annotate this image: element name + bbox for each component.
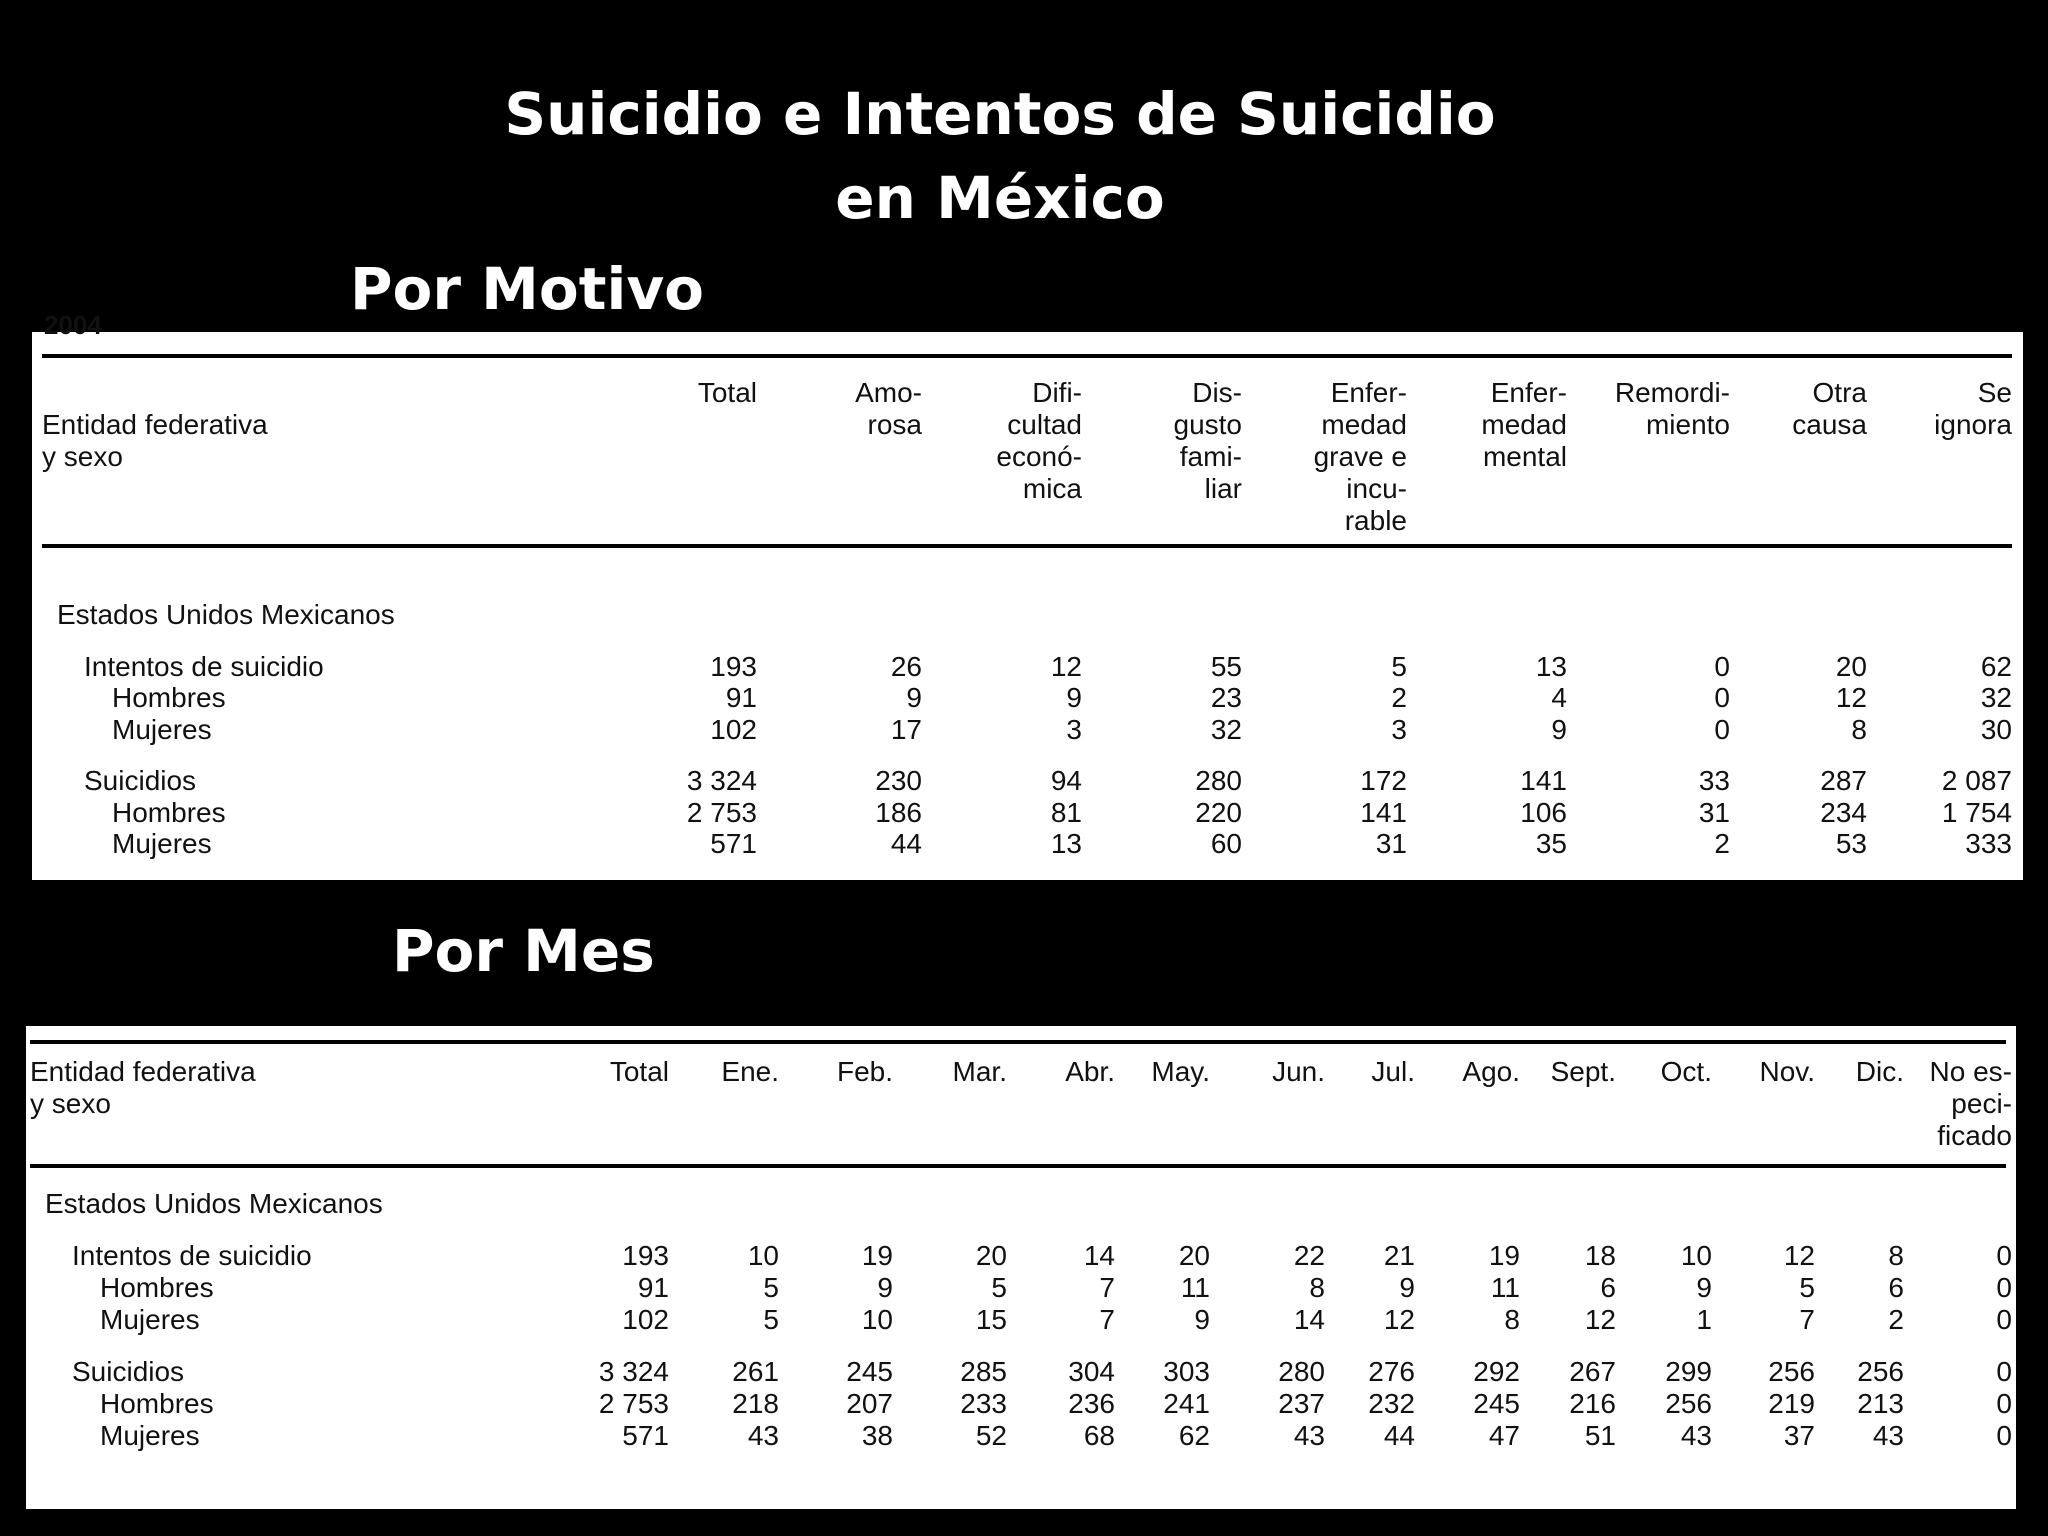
column-header-line: Total xyxy=(609,1056,669,1087)
table-cell: 256 xyxy=(1768,1356,1815,1387)
table-cell: 7 xyxy=(1099,1272,1115,1303)
table-cell: 2 xyxy=(1888,1304,1904,1335)
table-cell: 9 xyxy=(877,1272,893,1303)
table-cell: 20 xyxy=(1835,650,1867,682)
column-header xyxy=(1082,377,1242,579)
spacer-row xyxy=(42,745,2012,765)
table-cell: 20 xyxy=(975,1240,1007,1271)
table-cell: 51 xyxy=(1584,1420,1616,1451)
column-header-line: incu- xyxy=(1346,473,1407,504)
column-header-line: Sept. xyxy=(1550,1056,1616,1087)
table-cell: 23 xyxy=(1210,682,1242,713)
table-row xyxy=(42,651,2012,683)
table-cell: 218 xyxy=(732,1388,779,1419)
table-cell: 285 xyxy=(960,1356,1007,1387)
table-cell: 5 xyxy=(1799,1272,1815,1303)
table-cell: 141 xyxy=(1520,765,1567,796)
table-cell: 7 xyxy=(1099,1304,1115,1335)
column-header xyxy=(1904,1056,2012,1168)
table-cell: 236 xyxy=(1068,1388,1115,1419)
table-cell: 21 xyxy=(1383,1240,1415,1271)
table-cell: 11 xyxy=(1490,1272,1520,1303)
motivo-table-panel xyxy=(32,310,2023,880)
table-row xyxy=(42,797,2012,829)
column-header-line: Dis- xyxy=(1192,377,1242,408)
column-header xyxy=(1867,377,2012,579)
column-header-line: No es- xyxy=(1929,1056,2012,1087)
section-heading-mes: Por Mes xyxy=(392,917,655,985)
row-label: Hombres xyxy=(100,1272,214,1303)
column-header-line: medad xyxy=(1481,409,1567,440)
column-header xyxy=(922,377,1082,579)
row-label: Hombres xyxy=(112,796,226,828)
mes-table xyxy=(30,1056,2012,1452)
table-cell: 213 xyxy=(1857,1388,1904,1419)
column-header-line: y sexo xyxy=(42,441,123,472)
column-header-line: Entidad federativa xyxy=(42,409,268,440)
table-cell: 33 xyxy=(1698,765,1730,796)
cut-off-year-label: 2004 xyxy=(44,310,102,340)
table-row xyxy=(42,714,2012,746)
table-cell: 2 753 xyxy=(686,796,757,828)
column-header xyxy=(1712,1056,1815,1168)
table-row xyxy=(42,682,2012,714)
table-cell: 0 xyxy=(1996,1304,2012,1335)
column-header-line: Abr. xyxy=(1065,1056,1115,1087)
column-header xyxy=(1210,1056,1325,1168)
column-header xyxy=(1815,1056,1904,1168)
table-cell: 19 xyxy=(861,1240,893,1271)
table-cell: 5 xyxy=(1391,650,1407,682)
column-header-line: econó- xyxy=(996,441,1082,472)
column-header-line: Ene. xyxy=(721,1056,779,1087)
column-header xyxy=(575,1056,669,1168)
column-header-line: Amo- xyxy=(855,377,922,408)
column-header-line: Entidad federativa xyxy=(30,1056,256,1087)
column-header-line: Enfer- xyxy=(1330,377,1407,408)
row-label: Mujeres xyxy=(100,1420,200,1451)
table-cell: 43 xyxy=(1872,1420,1904,1451)
table-cell: 261 xyxy=(732,1356,779,1387)
table-cell: 10 xyxy=(861,1304,893,1335)
column-header-line: Mar. xyxy=(952,1056,1007,1087)
slide-title-line-2: en México xyxy=(835,164,1165,232)
table-cell: 216 xyxy=(1569,1388,1616,1419)
table-cell: 31 xyxy=(1375,828,1407,859)
table-cell: 91 xyxy=(637,1272,669,1303)
table-cell: 9 xyxy=(1194,1304,1210,1335)
table-cell: 280 xyxy=(1278,1356,1325,1387)
table-cell: 62 xyxy=(1980,650,2012,682)
table-cell: 10 xyxy=(1680,1240,1712,1271)
table-cell: 219 xyxy=(1768,1388,1815,1419)
table-cell: 8 xyxy=(1888,1240,1904,1271)
column-header xyxy=(1567,377,1730,579)
table-cell: 1 xyxy=(1696,1304,1712,1335)
spacer-cell xyxy=(30,1168,2012,1188)
table-cell: 2 087 xyxy=(1941,765,2012,796)
table-cell: 1 754 xyxy=(1941,796,2012,828)
table-cell: 17 xyxy=(890,713,922,745)
row-label: Mujeres xyxy=(112,713,212,745)
motivo-table xyxy=(42,377,2012,860)
table-cell: 32 xyxy=(1980,682,2012,713)
spacer-row xyxy=(30,1168,2012,1188)
table-cell: 2 xyxy=(1714,828,1730,859)
table-cell: 11 xyxy=(1180,1272,1210,1303)
table-cell: 186 xyxy=(875,796,922,828)
table-cell: 31 xyxy=(1698,796,1730,828)
column-header-line: gusto xyxy=(1173,409,1242,440)
motivo-table-header xyxy=(42,377,2012,579)
table-cell: 38 xyxy=(861,1420,893,1451)
column-header xyxy=(672,377,757,579)
column-header-line: grave e xyxy=(1313,441,1407,472)
column-header-line: peci- xyxy=(1951,1088,2012,1119)
top-rule xyxy=(30,1040,2006,1044)
column-header-line: rable xyxy=(1344,505,1407,536)
row-label: Mujeres xyxy=(100,1304,200,1335)
table-cell: 2 753 xyxy=(598,1388,669,1419)
table-cell: 267 xyxy=(1569,1356,1616,1387)
table-cell: 5 xyxy=(991,1272,1007,1303)
column-header-line: mental xyxy=(1482,441,1567,472)
column-header-line: Otra xyxy=(1812,377,1867,408)
table-cell: 8 xyxy=(1504,1304,1520,1335)
spacer-cell xyxy=(42,631,2012,651)
group-title: Estados Unidos Mexicanos xyxy=(57,599,395,630)
column-header xyxy=(669,1056,779,1168)
row-label: Mujeres xyxy=(112,828,212,859)
table-cell: 62 xyxy=(1178,1420,1210,1451)
table-cell: 207 xyxy=(846,1388,893,1419)
table-cell: 141 xyxy=(1360,796,1407,828)
mes-header-row xyxy=(30,1056,2012,1168)
table-cell: 571 xyxy=(710,828,757,859)
column-header-line: liar xyxy=(1204,473,1242,504)
table-cell: 0 xyxy=(1996,1356,2012,1387)
column-header xyxy=(1730,377,1867,579)
column-header-entity xyxy=(42,377,672,579)
spacer-cell xyxy=(42,579,2012,599)
table-cell: 241 xyxy=(1163,1388,1210,1419)
table-cell: 10 xyxy=(747,1240,779,1271)
row-label: Intentos de suicidio xyxy=(84,650,324,682)
table-row xyxy=(42,765,2012,797)
column-header-line: ignora xyxy=(1934,409,2012,440)
spacer-row xyxy=(30,1220,2012,1240)
table-cell: 91 xyxy=(725,682,757,713)
table-cell: 102 xyxy=(710,713,757,745)
column-header-line: medad xyxy=(1321,409,1407,440)
mes-table-body xyxy=(30,1168,2012,1452)
column-header-line: Dic. xyxy=(1855,1056,1904,1087)
table-cell: 106 xyxy=(1520,796,1567,828)
spacer-row xyxy=(42,579,2012,599)
column-header xyxy=(893,1056,1007,1168)
table-cell: 304 xyxy=(1068,1356,1115,1387)
column-header xyxy=(779,1056,893,1168)
table-cell: 220 xyxy=(1195,796,1242,828)
column-header xyxy=(1325,1056,1415,1168)
spacer-row xyxy=(30,1336,2012,1356)
mes-table-panel xyxy=(26,1026,2016,1509)
table-cell: 60 xyxy=(1210,828,1242,859)
column-header-line: May. xyxy=(1151,1056,1210,1087)
column-header xyxy=(1007,1056,1115,1168)
table-cell: 0 xyxy=(1714,682,1730,713)
table-cell: 256 xyxy=(1665,1388,1712,1419)
table-cell: 8 xyxy=(1851,713,1867,745)
table-cell: 193 xyxy=(710,650,757,682)
table-cell: 68 xyxy=(1083,1420,1115,1451)
table-cell: 0 xyxy=(1996,1388,2012,1419)
table-cell: 102 xyxy=(622,1304,669,1335)
table-row xyxy=(30,1240,2012,1272)
group-title: Estados Unidos Mexicanos xyxy=(45,1188,383,1219)
table-cell: 245 xyxy=(1473,1388,1520,1419)
table-cell: 5 xyxy=(763,1304,779,1335)
table-cell: 9 xyxy=(1066,682,1082,713)
table-cell: 12 xyxy=(1584,1304,1616,1335)
table-cell: 276 xyxy=(1368,1356,1415,1387)
mes-table-header xyxy=(30,1056,2012,1168)
column-header-line: ficado xyxy=(1937,1120,2012,1151)
table-cell: 6 xyxy=(1600,1272,1616,1303)
column-header xyxy=(1407,377,1567,579)
table-cell: 303 xyxy=(1163,1356,1210,1387)
spacer-cell xyxy=(30,1220,2012,1240)
table-cell: 7 xyxy=(1799,1304,1815,1335)
table-cell: 22 xyxy=(1293,1240,1325,1271)
table-cell: 52 xyxy=(975,1420,1007,1451)
table-cell: 333 xyxy=(1965,828,2012,859)
column-header-line: y sexo xyxy=(30,1088,111,1119)
column-header-line: Total xyxy=(697,377,757,408)
table-cell: 0 xyxy=(1714,713,1730,745)
table-cell: 47 xyxy=(1488,1420,1520,1451)
table-cell: 14 xyxy=(1083,1240,1115,1271)
column-header xyxy=(1520,1056,1616,1168)
table-cell: 571 xyxy=(622,1420,669,1451)
table-cell: 232 xyxy=(1368,1388,1415,1419)
column-header-line: mica xyxy=(1022,473,1082,504)
table-cell: 256 xyxy=(1857,1356,1904,1387)
slide-title xyxy=(0,72,2000,240)
table-cell: 53 xyxy=(1835,828,1867,859)
column-header-line: miento xyxy=(1645,409,1730,440)
table-row xyxy=(42,828,2012,860)
column-header-line: Se xyxy=(1977,377,2012,408)
group-title-row xyxy=(30,1188,2012,1220)
table-cell: 0 xyxy=(1996,1240,2012,1271)
table-cell: 12 xyxy=(1783,1240,1815,1271)
group-title-row xyxy=(42,599,2012,631)
table-cell: 19 xyxy=(1488,1240,1520,1271)
table-cell: 5 xyxy=(763,1272,779,1303)
table-cell: 9 xyxy=(1696,1272,1712,1303)
table-cell: 13 xyxy=(1535,650,1567,682)
table-cell: 0 xyxy=(1996,1272,2012,1303)
column-header-line: Nov. xyxy=(1759,1056,1815,1087)
table-cell: 43 xyxy=(1680,1420,1712,1451)
table-cell: 43 xyxy=(747,1420,779,1451)
spacer-cell xyxy=(30,1336,2012,1356)
table-row xyxy=(30,1356,2012,1388)
table-cell: 12 xyxy=(1050,650,1082,682)
table-cell: 230 xyxy=(875,765,922,796)
column-header-line: Jun. xyxy=(1272,1056,1325,1087)
column-header xyxy=(1115,1056,1210,1168)
column-header-entity xyxy=(30,1056,575,1168)
row-label: Suicidios xyxy=(72,1356,185,1387)
table-cell: 234 xyxy=(1820,796,1867,828)
table-cell: 20 xyxy=(1178,1240,1210,1271)
table-cell: 94 xyxy=(1050,765,1082,796)
table-cell: 26 xyxy=(890,650,922,682)
column-header-line: Ago. xyxy=(1462,1056,1520,1087)
table-cell: 4 xyxy=(1551,682,1567,713)
table-cell: 18 xyxy=(1584,1240,1616,1271)
column-header-line: Oct. xyxy=(1660,1056,1712,1087)
spacer-row xyxy=(42,631,2012,651)
table-cell: 3 324 xyxy=(598,1356,669,1387)
table-cell: 9 xyxy=(1551,713,1567,745)
column-header-line: Remordi- xyxy=(1614,377,1730,408)
table-cell: 14 xyxy=(1293,1304,1325,1335)
table-row xyxy=(30,1304,2012,1336)
table-cell: 9 xyxy=(1399,1272,1415,1303)
table-cell: 55 xyxy=(1210,650,1242,682)
motivo-header-row xyxy=(42,377,2012,579)
table-cell: 0 xyxy=(1996,1420,2012,1451)
table-cell: 245 xyxy=(846,1356,893,1387)
row-label: Hombres xyxy=(112,682,226,713)
row-label: Suicidios xyxy=(84,765,197,796)
table-cell: 15 xyxy=(975,1304,1007,1335)
column-header-line: Enfer- xyxy=(1490,377,1567,408)
column-header-line: causa xyxy=(1792,409,1867,440)
table-cell: 299 xyxy=(1665,1356,1712,1387)
table-cell: 172 xyxy=(1360,765,1407,796)
table-cell: 13 xyxy=(1050,828,1082,859)
table-cell: 3 xyxy=(1391,713,1407,745)
column-header-line: Feb. xyxy=(836,1056,893,1087)
table-cell: 12 xyxy=(1835,682,1867,713)
column-header-line: Jul. xyxy=(1371,1056,1415,1087)
column-header xyxy=(757,377,922,579)
table-cell: 3 xyxy=(1066,713,1082,745)
table-cell: 44 xyxy=(1383,1420,1415,1451)
table-cell: 9 xyxy=(906,682,922,713)
table-cell: 233 xyxy=(960,1388,1007,1419)
column-header-line: cultad xyxy=(1007,409,1082,440)
table-cell: 292 xyxy=(1473,1356,1520,1387)
column-header-line: Difi- xyxy=(1032,377,1082,408)
table-cell: 32 xyxy=(1210,713,1242,745)
column-header-line: rosa xyxy=(867,409,922,440)
table-cell: 44 xyxy=(890,828,922,859)
motivo-table-body xyxy=(42,579,2012,860)
table-cell: 0 xyxy=(1714,650,1730,682)
spacer-cell xyxy=(42,745,2012,765)
section-heading-motivo: Por Motivo xyxy=(350,255,704,323)
row-label: Hombres xyxy=(100,1388,214,1419)
table-cell: 12 xyxy=(1383,1304,1415,1335)
table-cell: 37 xyxy=(1783,1420,1815,1451)
table-cell: 8 xyxy=(1309,1272,1325,1303)
top-rule xyxy=(42,354,2012,358)
table-cell: 193 xyxy=(622,1240,669,1271)
table-cell: 3 324 xyxy=(686,765,757,796)
table-cell: 6 xyxy=(1888,1272,1904,1303)
table-row xyxy=(30,1272,2012,1304)
column-header xyxy=(1415,1056,1520,1168)
slide-title-line-1: Suicidio e Intentos de Suicidio xyxy=(504,80,1496,148)
column-header xyxy=(1616,1056,1712,1168)
table-cell: 35 xyxy=(1535,828,1567,859)
column-header-line: fami- xyxy=(1179,441,1242,472)
table-cell: 30 xyxy=(1980,713,2012,745)
column-header xyxy=(1242,377,1407,579)
table-row xyxy=(30,1388,2012,1420)
table-cell: 81 xyxy=(1050,796,1082,828)
table-row xyxy=(30,1420,2012,1452)
table-cell: 237 xyxy=(1278,1388,1325,1419)
table-cell: 280 xyxy=(1195,765,1242,796)
table-cell: 2 xyxy=(1391,682,1407,713)
row-label: Intentos de suicidio xyxy=(72,1240,312,1271)
table-cell: 43 xyxy=(1293,1420,1325,1451)
table-cell: 287 xyxy=(1820,765,1867,796)
